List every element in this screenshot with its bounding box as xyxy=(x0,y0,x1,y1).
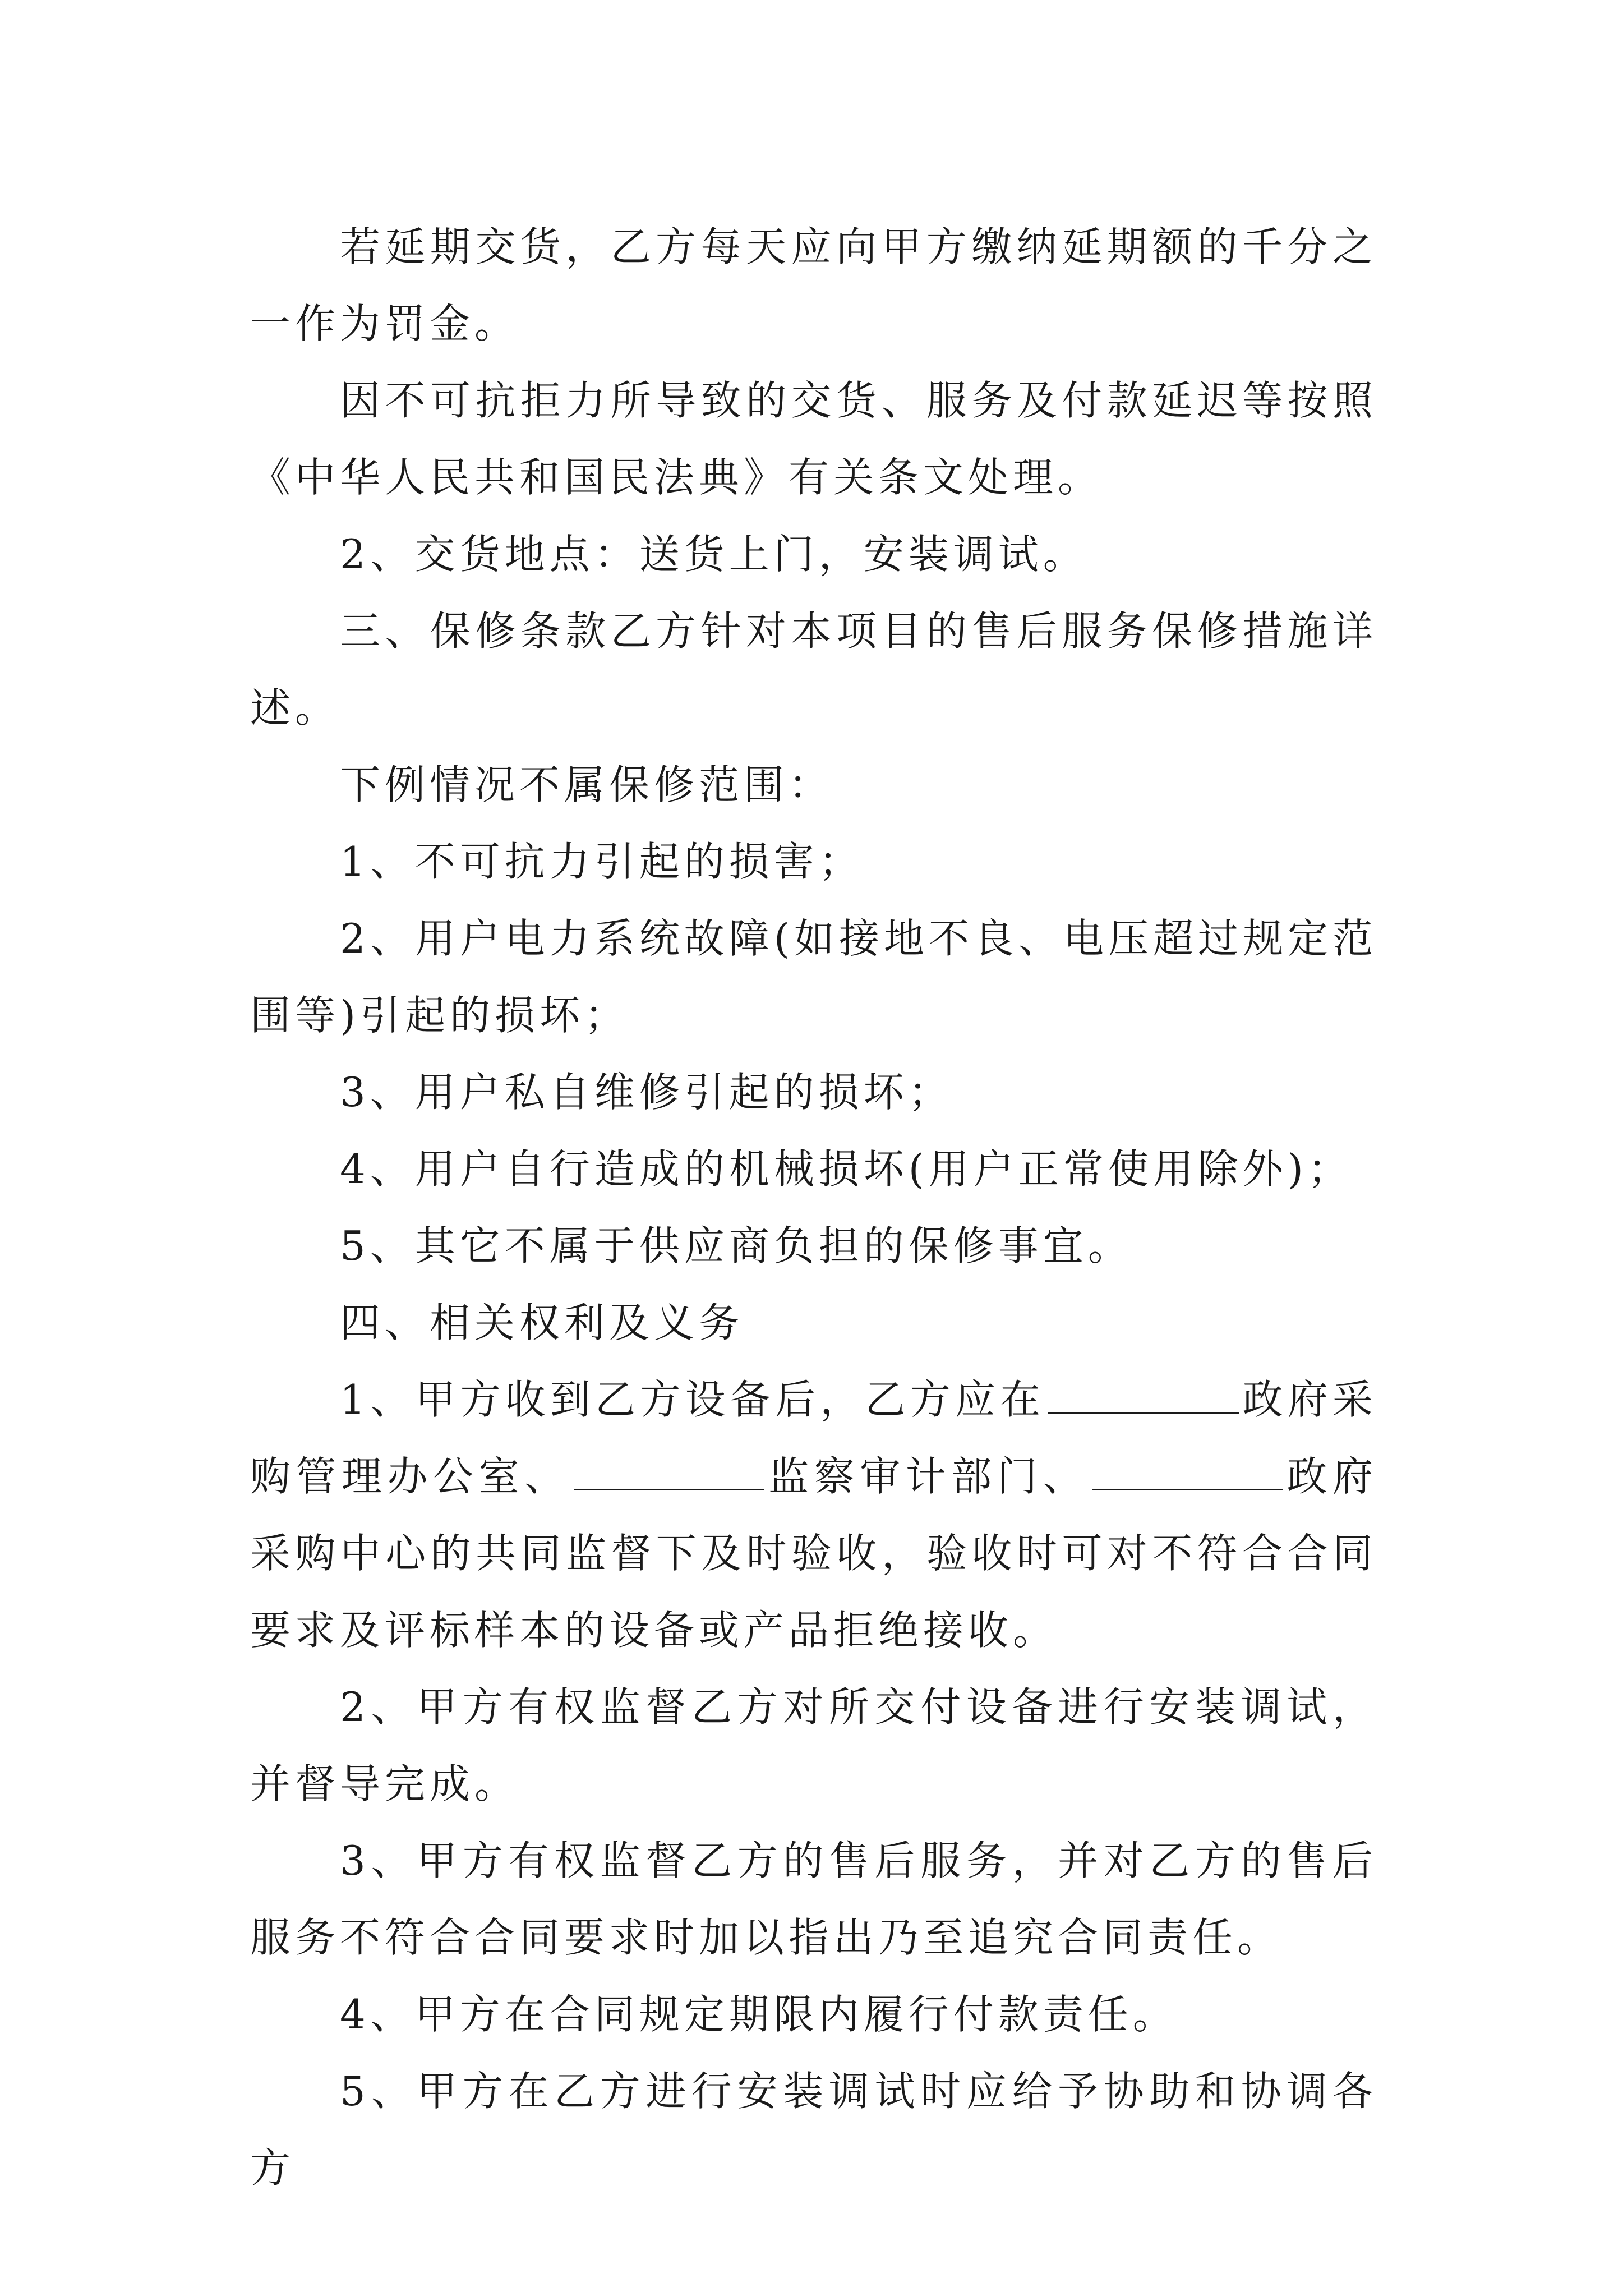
paragraph-acceptance xyxy=(250,1361,1377,1669)
paragraph-warranty-exclusions: 下例情况不属保修范围： xyxy=(340,761,834,808)
list-item: 2、甲方有权监督乙方对所交付设备进行安装调试，并督导完成。 xyxy=(250,1683,1377,1807)
list-item: 4、用户自行造成的机械损坏(用户正常使用除外)； xyxy=(340,1145,1353,1193)
document-body xyxy=(250,209,1377,2207)
list-item: 3、甲方有权监督乙方的售后服务，并对乙方的售后服务不符合合同要求时加以指出乃至追究合同责任。 xyxy=(250,1837,1377,1961)
list-item: 2、用户电力系统故障(如接地不良、电压超过规定范围等)引起的损坏； xyxy=(250,915,1377,1039)
fill-blank xyxy=(1048,1375,1239,1414)
list-item: 3、用户私自维修引起的损坏； xyxy=(340,1069,953,1116)
list-item: 1、不可抗力引起的损害； xyxy=(340,838,864,885)
paragraph-delivery-location: 2、交货地点：送货上门，安装调试。 xyxy=(340,531,1088,578)
list-item: 5、甲方在乙方进行安装调试时应给予协助和协调各方 xyxy=(250,2068,1377,2192)
paragraph-warranty-terms: 三、保修条款乙方针对本项目的售后服务保修措施详述。 xyxy=(250,608,1377,731)
text-segment: 监察审计部门、 xyxy=(767,1453,1089,1500)
fill-blank xyxy=(574,1452,764,1490)
section-heading-rights: 四、相关权利及义务 xyxy=(340,1299,744,1346)
list-item: 4、甲方在合同规定期限内履行付款责任。 xyxy=(340,1991,1178,2038)
fill-blank xyxy=(1092,1452,1283,1490)
text-segment: 1、甲方收到乙方设备后，乙方应在 xyxy=(340,1376,1045,1423)
list-item: 5、其它不属于供应商负担的保修事宜。 xyxy=(340,1222,1133,1269)
text-segment: 政府采购中心的共同监督下及时验收，验收时可对不符合合同要求及评标样本的设备或产品拒绝接收。 xyxy=(250,1453,1377,1654)
paragraph-penalty: 若延期交货，乙方每天应向甲方缴纳延期额的千分之一作为罚金。 xyxy=(250,223,1377,347)
paragraph-force-majeure: 因不可抗拒力所导致的交货、服务及付款延迟等按照《中华人民共和国民法典》有关条文处理。 xyxy=(250,377,1377,501)
text-segment: 政府采购管理办公室、 xyxy=(250,1376,1377,1500)
